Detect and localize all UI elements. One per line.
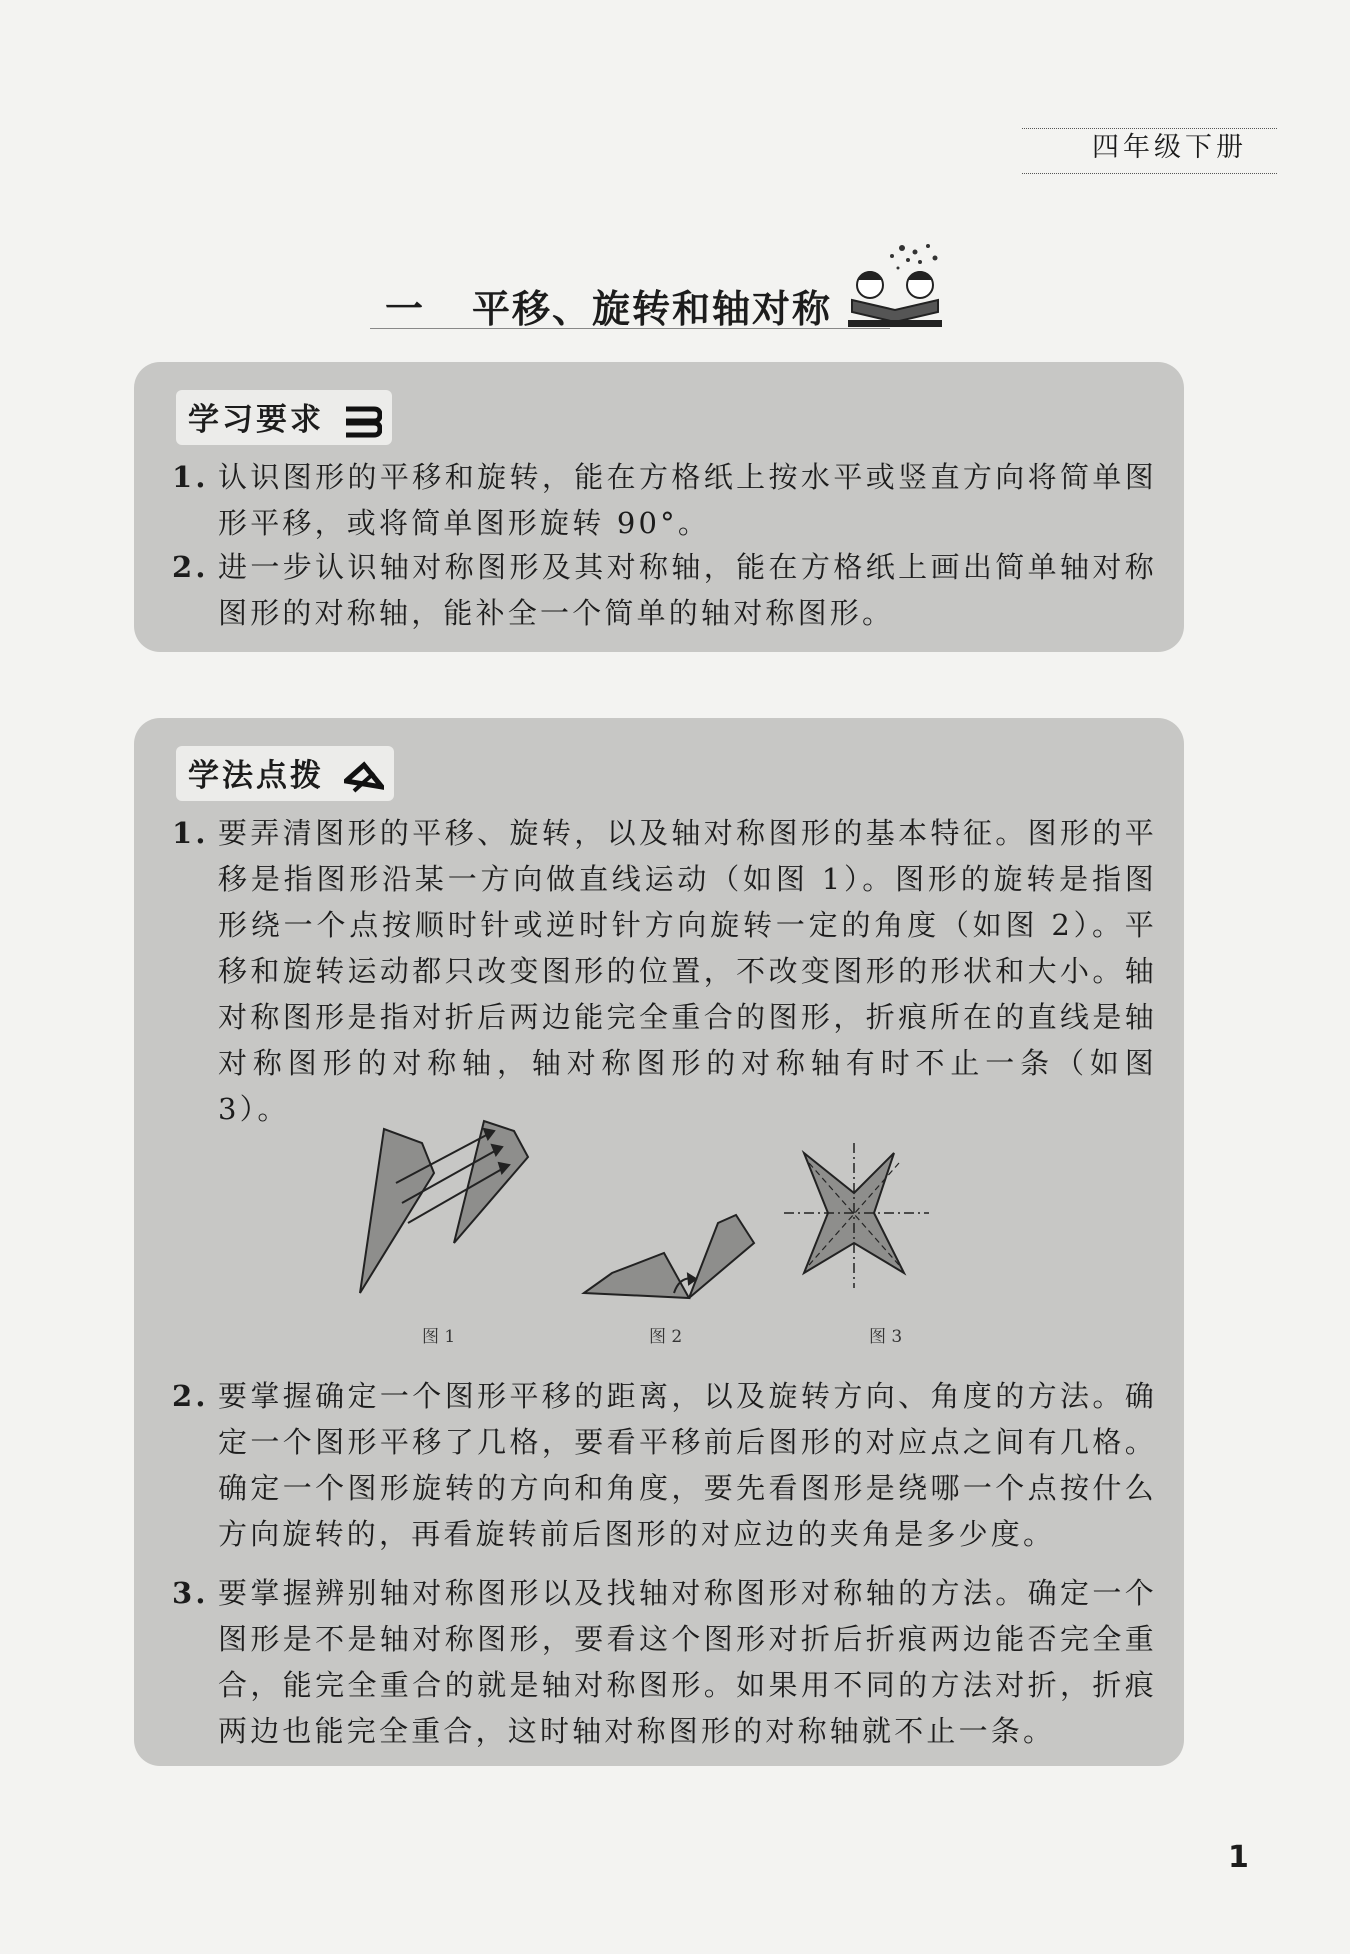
chapter-title: 平移、旋转和轴对称	[472, 286, 833, 331]
item-text: 要弄清图形的平移、旋转，以及轴对称图形的基本特征。图形的平移是指图形沿某一方向做直线运动（如图 1）。图形的旋转是指图形绕一个点按顺时针或逆时针方向旋转一定的角度（如图 2）。平移和旋转运动都只改变图形的位置，不改变图形的形状和大小。轴对称图形是指对折后两边能完全重合的图形，折痕所在的直线是轴对称图形的对称轴，轴对称图形的对称轴有时不止一条（如图 3）。	[218, 816, 1157, 1126]
item-text: 进一步认识轴对称图形及其对称轴，能在方格纸上画出简单轴对称图形的对称轴，能补全一个简单的轴对称图形。	[218, 550, 1157, 630]
item-number: 2.	[172, 550, 209, 584]
figure-3-symmetry	[784, 1143, 929, 1288]
set-square-icon	[344, 761, 384, 795]
requirements-heading-label: 学习要求	[188, 402, 324, 438]
item-number: 1.	[172, 460, 209, 494]
item-number: 3.	[172, 1576, 209, 1610]
item-text: 要掌握确定一个图形平移的距离，以及旋转方向、角度的方法。确定一个图形平移了几格，要看平移前后图形的对应点之间有几格。确定一个图形旋转的方向和角度，要先看图形是绕哪一个点按什么方向旋转的，再看旋转前后图形的对应边的夹角是多少度。	[218, 1379, 1157, 1551]
grade-label-box	[1022, 128, 1277, 174]
tip-item	[172, 810, 1157, 1132]
page-number: 1	[1228, 1840, 1249, 1875]
chapter-heading	[370, 268, 890, 329]
requirements-heading	[176, 390, 392, 445]
figure-2-rotation	[584, 1215, 754, 1298]
figure-caption: 图 1	[422, 1327, 456, 1347]
tip-item	[172, 1570, 1157, 1754]
figures-row	[344, 1103, 964, 1333]
learning-requirements-panel	[134, 362, 1184, 652]
item-text: 要掌握辨别轴对称图形以及找轴对称图形对称轴的方法。确定一个图形是不是轴对称图形，要看这个图形对折后折痕两边能否完全重合，能完全重合的就是轴对称图形。如果用不同的方法对折，折痕两边也能完全重合，这时轴对称图形的对称轴就不止一条。	[218, 1576, 1157, 1748]
children-reading-icon	[840, 240, 950, 330]
figure-caption: 图 2	[649, 1327, 683, 1347]
requirement-item	[172, 544, 1157, 636]
requirement-item	[172, 454, 1157, 546]
learning-tips-panel	[134, 718, 1184, 1766]
tips-heading-label: 学法点拨	[188, 758, 324, 794]
books-icon	[344, 405, 382, 439]
grade-label: 四年级下册	[1092, 132, 1247, 163]
item-number: 2.	[172, 1379, 209, 1413]
tip-item	[172, 1373, 1157, 1557]
figure-1-translation	[360, 1121, 528, 1293]
tips-heading	[176, 746, 394, 801]
item-text: 认识图形的平移和旋转，能在方格纸上按水平或竖直方向将简单图形平移，或将简单图形旋转 90°。	[218, 460, 1157, 540]
chapter-number: 一	[385, 286, 424, 331]
figure-caption: 图 3	[869, 1327, 903, 1347]
item-number: 1.	[172, 816, 209, 850]
